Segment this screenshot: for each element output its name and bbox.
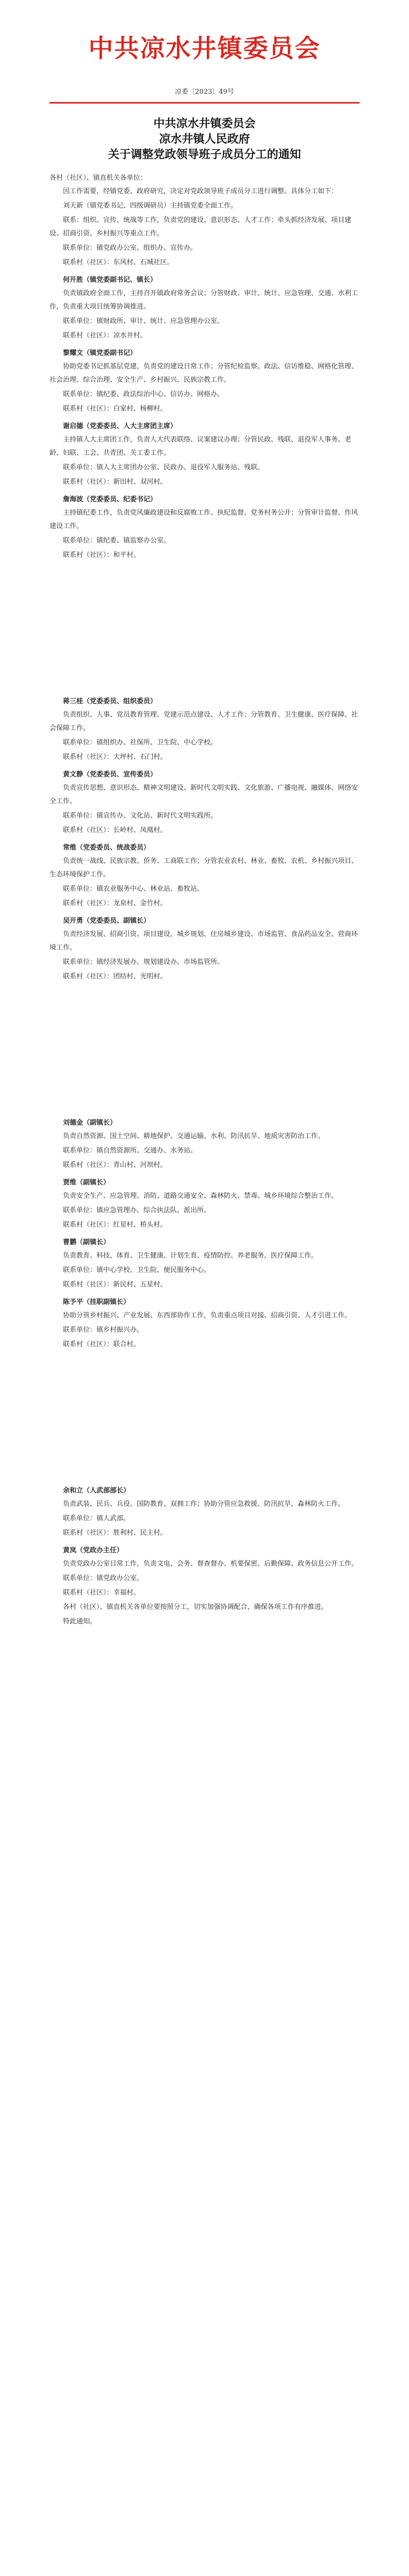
document-header	[50, 0, 359, 65]
section-11-paragraph-1: 负责教育、科技、体育、卫生健康、计划生育、疫情防控、养老服务、医疗保障工作。	[63, 1252, 318, 1260]
section-title-10: 贾维（副镇长）	[63, 1179, 110, 1187]
section-title-1: 何开胜（镇党委副书记、镇长）	[63, 276, 157, 284]
section-5-paragraph-2: 联系单位：镇组织办、社保所、卫生院、中心学校。	[63, 739, 218, 747]
section-6-paragraph-1: 负责宣传思想、意识形态、精神文明建设、新时代文明实践、文化旅游、广播电视、融媒体、网络安全工作。	[50, 784, 358, 805]
section-title-7: 常维（党委委员、统战委员）	[63, 844, 151, 852]
section-13-paragraph-1: 负责武装、民兵、兵役、国防教育、双拥工作；协助分管应急救援、防汛抗旱、森林防火工作。	[63, 1500, 345, 1508]
document-number: 凉委〔2023〕49号	[175, 88, 234, 96]
section-12-paragraph-1: 协助分管乡村振兴、产业发展、东西部协作工作，负责重点项目对接、招商引资、人才引进工作。	[63, 1312, 352, 1319]
page-gap-1	[50, 562, 359, 691]
section-7-paragraph-3: 联系村（社区）：龙泉村、金竹村。	[63, 900, 167, 907]
section-4-paragraph-2: 联系单位：镇纪委、镇监察办公室。	[63, 537, 171, 545]
closing-paragraph-2: 特此通知。	[63, 1618, 97, 1625]
document-title-block	[50, 116, 359, 162]
intro-paragraph-2: 刘天新（镇党委书记、四级调研员）主持镇党委全面工作。	[63, 202, 238, 210]
section-9-paragraph-2: 联系单位：镇自然资源所、交通办、水务站。	[63, 1147, 198, 1155]
section-11-paragraph-3: 联系村（社区）：新民村、五星村。	[63, 1281, 167, 1289]
section-3-paragraph-1: 主持镇人大主席团工作，负责人大代表联络、议案建议办理；分管民政、残联、退役军人事务、老龄、妇联、工会、共青团、关工委工作。	[50, 436, 352, 457]
section-12-paragraph-3: 联系村（社区）：联合村。	[63, 1341, 140, 1348]
section-8-paragraph-3: 联系村（社区）：团结村、光明村。	[63, 973, 167, 980]
section-title-9: 刘德金（副镇长）	[63, 1119, 117, 1127]
section-title-8: 吴开勇（党委委员、副镇长）	[63, 917, 151, 925]
section-14-paragraph-1: 负责党政办公室日常工作，负责文电、会务、督查督办、机要保密、后勤保障、政务信息公开工作。	[63, 1560, 358, 1568]
page-gap-3	[50, 1351, 359, 1480]
section-3-paragraph-3: 联系村（社区）：新田村、双河村。	[63, 478, 167, 486]
section-11-paragraph-2: 联系单位：镇中心学校、卫生院、便民服务中心。	[63, 1266, 211, 1274]
section-1-paragraph-2: 联系单位：镇财政所、审计、统计、应急管理办公室。	[63, 317, 224, 325]
section-14-paragraph-3: 联系村（社区）：幸福村。	[63, 1589, 140, 1597]
section-5-paragraph-1: 负责组织、人事、党员教育管理、党建示范点建设、人才工作；分管教育、卫生健康、医疗保障、社会保障工作。	[50, 711, 358, 732]
section-1-paragraph-3: 联系村（社区）：凉水井村。	[63, 332, 147, 340]
section-title-4: 詹海波（党委委员、纪委书记）	[63, 496, 157, 503]
red-rule-divider	[50, 102, 359, 104]
section-12-paragraph-2: 联系单位：镇乡村振兴办。	[63, 1326, 144, 1334]
document-body	[50, 172, 359, 1629]
closing-paragraph-1: 各村（社区）、镇直机关各单位要按照分工，切实加强协调配合，确保各项工作有序推进。	[63, 1603, 328, 1611]
section-title-5: 蒋三桂（党委委员、组织委员）	[63, 698, 157, 705]
title-line-1: 中共凉水井镇委员会	[153, 117, 256, 130]
section-7-paragraph-2: 联系单位：镇农业服务中心、林业站、畜牧站。	[63, 885, 204, 893]
section-title-14: 黄岚（党政办主任）	[63, 1547, 124, 1554]
section-9-paragraph-1: 负责自然资源、国土空间、耕地保护、交通运输、水利、防汛抗旱、地质灾害防治工作。	[63, 1132, 325, 1140]
section-5-paragraph-3: 联系村（社区）：大坪村、石门村。	[63, 753, 167, 761]
section-1-paragraph-1: 负责镇政府全面工作，主持召开镇政府常务会议；分管财政、审计、统计、应急管理、交通、水利工作，负责重大项目统筹协调推进。	[50, 290, 358, 311]
title-line-2: 凉水井镇人民政府	[159, 132, 250, 146]
section-title-11: 曹鹏（副镇长）	[63, 1239, 110, 1246]
section-4-paragraph-1: 主持镇纪委工作，负责党风廉政建设和反腐败工作、执纪监督、党务村务公开；分管审计监督、作风建设工作。	[50, 509, 358, 530]
section-10-paragraph-3: 联系村（社区）：红星村、桥头村。	[63, 1221, 167, 1229]
section-6-paragraph-2: 联系单位：镇宣传办、文化站、新时代文明实践所。	[63, 812, 218, 820]
section-2-paragraph-3: 联系村（社区）：白家村、杨柳村。	[63, 405, 167, 413]
section-7-paragraph-1: 负责统一战线、民族宗教、侨务、工商联工作；分管农业农村、林业、畜牧、农机、乡村振兴项目、生态环境保护工作。	[50, 857, 358, 878]
section-2-paragraph-2: 联系单位：镇纪委、政法综治中心、信访办、网格办。	[63, 391, 224, 398]
title-line-3: 关于调整党政领导班子成员分工的通知	[108, 148, 301, 161]
section-title-13: 余和立（人武部部长）	[63, 1487, 130, 1495]
intro-paragraph-1: 因工作需要，经镇党委、政府研究，决定对党政领导班子成员分工进行调整。具体分工如下：	[63, 188, 338, 195]
page-gap-2	[50, 984, 359, 1112]
section-title-3: 谢启德（党委委员、人大主席团主席）	[63, 422, 177, 430]
section-14-paragraph-2: 联系单位：镇党政办公室。	[63, 1574, 144, 1582]
section-8-paragraph-1: 负责经济发展、招商引资、项目建设、城乡规划、住房城乡建设、市场监管、食品药品安全、营商环境工作。	[50, 930, 358, 952]
document-header-title: 中共凉水井镇委员会	[88, 34, 321, 63]
section-6-paragraph-3: 联系村（社区）：长岭村、凤凰村。	[63, 826, 167, 834]
section-9-paragraph-3: 联系村（社区）：青山村、河坝村。	[63, 1161, 167, 1169]
section-13-paragraph-3: 联系村（社区）：胜利村、民主村。	[63, 1529, 167, 1537]
section-title-12: 陈予平（挂职副镇长）	[63, 1298, 130, 1306]
salutation: 各村（社区）、镇直机关各单位：	[50, 174, 147, 182]
section-3-paragraph-2: 联系单位：镇人大主席团办公室、民政办、退役军人服务站、残联。	[63, 464, 265, 471]
intro-paragraph-4: 联系单位：镇党政办公室、组织办、宣传办。	[63, 244, 198, 252]
intro-paragraph-5: 联系村（社区）：东风村、石城社区。	[63, 259, 174, 266]
section-4-paragraph-3: 联系村（社区）：和平村。	[63, 551, 140, 559]
section-13-paragraph-2: 联系单位：镇人武部。	[63, 1515, 130, 1522]
section-title-6: 黄文静（党委委员、宣传委员）	[63, 771, 157, 778]
section-10-paragraph-1: 负责安全生产、应急管理、消防、道路交通安全、森林防火、禁毒、城乡环境综合整治工作。	[63, 1192, 338, 1200]
section-title-2: 黎耀文（镇党委副书记）	[63, 349, 137, 357]
section-2-paragraph-1: 协助党委书记抓基层党建，负责党的建设日常工作；分管纪检监察、政法、信访维稳、网格化管理、社会治理、综合治理、安全生产、乡村振兴、民族宗教工作。	[50, 363, 358, 384]
intro-paragraph-3: 联系：组织、宣传、统战等工作，负责党的建设、意识形态、人才工作；牵头抓经济发展、项目建设、招商引资、乡村振兴等重点工作。	[50, 216, 352, 238]
section-10-paragraph-2: 联系单位：镇应急管理办、综合执法队、派出所。	[63, 1207, 211, 1214]
section-8-paragraph-2: 联系单位：镇经济发展办、规划建设办、市场监管所。	[63, 958, 224, 966]
